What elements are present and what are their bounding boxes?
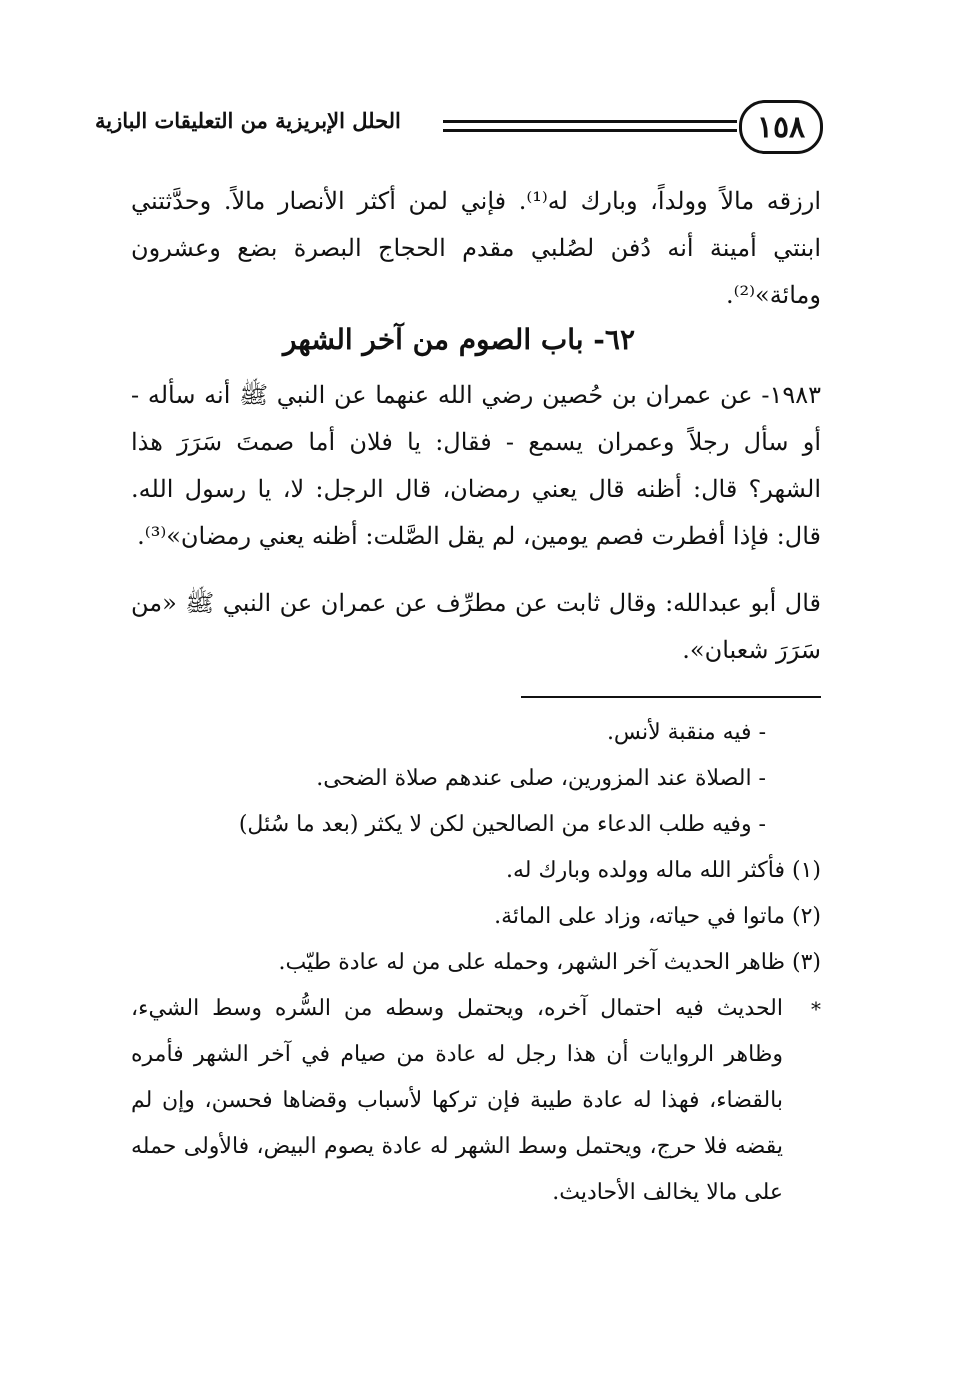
footnote-dash-item: - الصلاة عند المزورين، صلى عندهم صلاة الضحى. (316, 766, 766, 791)
star-note (131, 986, 821, 1216)
intro-paragraph: ارزقه مالاً وولداً، وبارك له⁽¹⁾. فإني لمن أكثر الأنصار مالاً. وحدَّثتني ابنتي أمينة أنه دُفن لصُلبي مقدم الحجاج البصرة بضع وعشرون ومائة»⁽²⁾. (131, 187, 821, 309)
footnote-separator (521, 696, 821, 698)
book-title: الحلل الإبريزية من التعليقات البازية (95, 108, 401, 133)
hadith-paragraph: ١٩٨٣- عن عمران بن حُصين رضي الله عنهما عن النبي ﷺ أنه سأله - أو سأل رجلاً وعمران يسمع - فقال: يا فلان أما صمتَ سَرَرَ هذا الشهر؟ قال: أظنه قال يعني رمضان، قال الرجل: لا، يا رسول الله. قال: فإذا أفطرت فصم يومين، لم يقل الصَّلت: أظنه يعني رمضان»⁽³⁾. (131, 381, 821, 550)
chapter-heading: ٦٢- باب الصوم من آخر الشهر (282, 323, 635, 356)
footnote-dash-item: - فيه منقبة لأنس. (606, 720, 766, 745)
note-paragraph: قال أبو عبدالله: وقال ثابت عن مطرِّف عن عمران عن النبي ﷺ «من سَرَرَ شعبان». (131, 589, 821, 664)
star-icon: * (811, 997, 821, 1021)
star-note-text: الحديث فيه احتمال آخره، ويحتمل وسطه من السُّره وسط الشيء، وظاهر الروايات أن هذا رجل له عادة من صيام في آخر الشهر فأمره بالقضاء، فهذا له عادة طيبة فإن تركها لأسباب وقضاها فحسن، وإن لم يقضه فلا حرج، ويحتمل وسط الشهر له عادة يصوم البيض، فالأولى حمله على مالا يخالف الأحاديث. (131, 996, 783, 1205)
page-number: ١٥٨ (739, 100, 823, 154)
page-header (95, 100, 823, 156)
footnote-dash-item: - وفيه طلب الدعاء من الصالحين لكن لا يكثر (بعد ما سُئل) (238, 812, 766, 837)
footnote-numbered-item: (٢) ماتوا في حياته، وزاد على المائة. (494, 904, 821, 929)
footnote-numbered-item: (١) فأكثر الله ماله وولده وبارك له. (505, 858, 821, 883)
footnote-numbered-item: (٣) ظاهر الحديث آخر الشهر، وحمله على من له عادة طيّب. (278, 950, 821, 975)
footnotes (131, 710, 821, 1216)
header-double-rule (443, 120, 737, 132)
